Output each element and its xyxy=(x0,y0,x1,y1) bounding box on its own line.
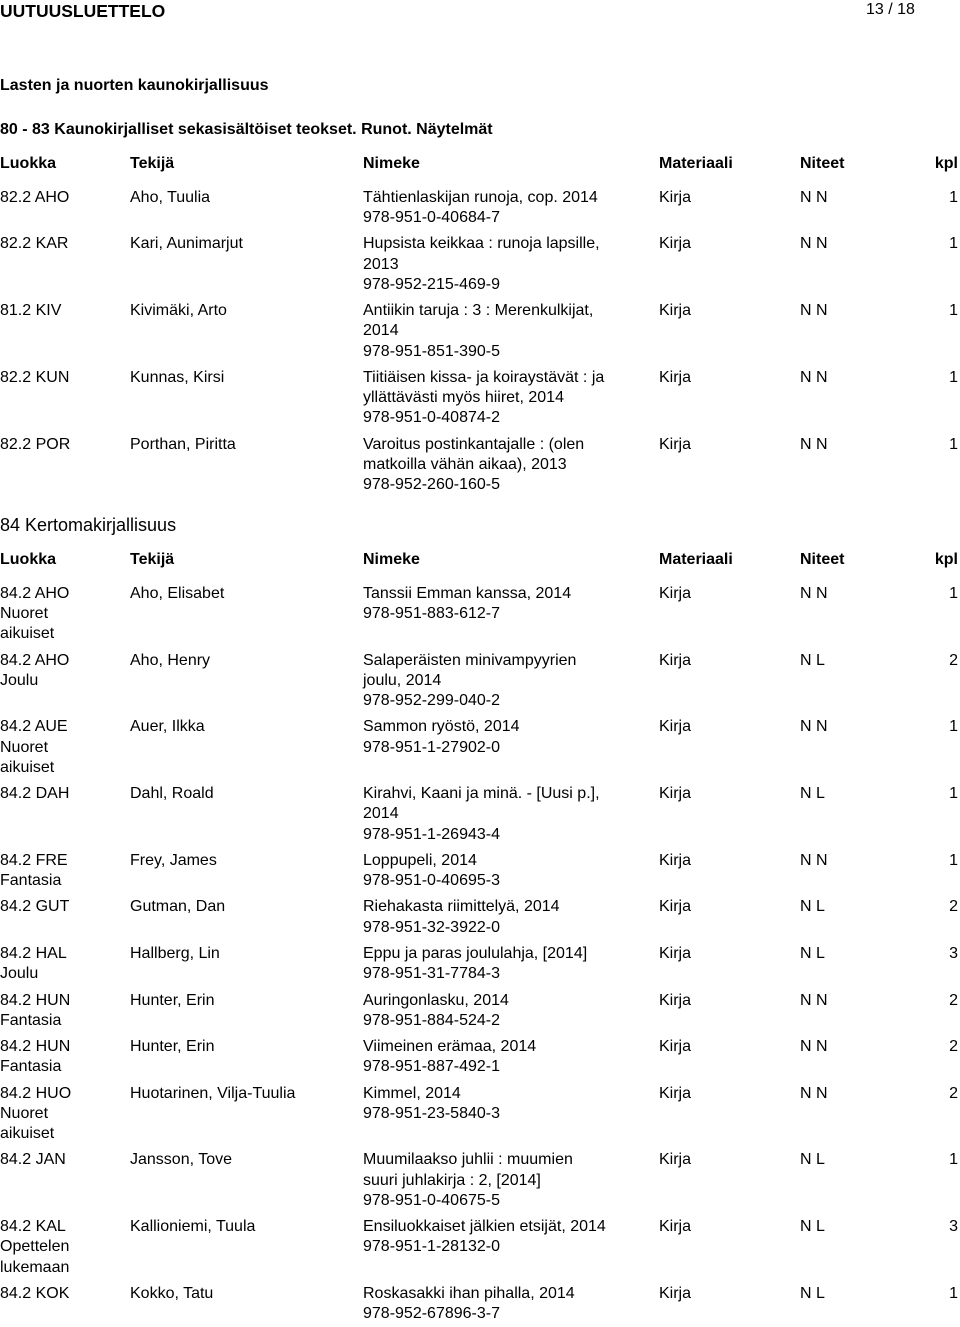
cell-materiaali xyxy=(659,1217,800,1278)
cell-materiaali xyxy=(659,991,800,1031)
kpl-text: 1 xyxy=(949,785,958,803)
cell-nimeke xyxy=(363,301,659,362)
niteet-text: N N xyxy=(800,584,828,602)
section-kertomakirjallisuus xyxy=(0,514,958,1324)
nimeke-line: Roskasakki ihan pihalla, 2014 xyxy=(363,1284,575,1302)
nimeke-line: Salaperäisten minivampyyrien xyxy=(363,651,577,669)
luokka-line: aikuiset xyxy=(0,625,55,643)
cell-niteet xyxy=(800,368,930,429)
niteet-text: N N xyxy=(800,302,828,320)
kpl-text: 1 xyxy=(949,1151,958,1169)
luokka-line: aikuiset xyxy=(0,1125,55,1143)
tekija-text: Aho, Elisabet xyxy=(130,584,225,602)
kpl-text: 2 xyxy=(949,991,958,1009)
cell-niteet xyxy=(800,1217,930,1278)
nimeke-line: Kirahvi, Kaani ja minä. - [Uusi p.], xyxy=(363,785,600,803)
tekija-text: Aho, Tuulia xyxy=(130,188,211,206)
materiaali-text: Kirja xyxy=(659,1284,692,1302)
luokka-line: 84.2 AUE xyxy=(0,718,68,736)
cell-materiaali xyxy=(659,301,800,362)
table-row xyxy=(0,301,958,362)
cell-luokka xyxy=(0,1284,130,1324)
cell-nimeke xyxy=(363,944,659,984)
cell-nimeke xyxy=(363,368,659,429)
luokka-line: Joulu xyxy=(0,671,39,689)
kpl-text: 2 xyxy=(949,898,958,916)
cell-kpl xyxy=(930,944,958,984)
category-heading: Lasten ja nuorten kaunokirjallisuus xyxy=(0,77,269,94)
luokka-line: lukemaan xyxy=(0,1258,70,1276)
table-body xyxy=(0,188,958,495)
cell-materiaali xyxy=(659,944,800,984)
cell-kpl xyxy=(930,897,958,937)
cell-luokka xyxy=(0,991,130,1031)
tekija-text: Dahl, Roald xyxy=(130,785,214,803)
nimeke-line: Eppu ja paras joululahja, [2014] xyxy=(363,945,588,963)
niteet-text: N L xyxy=(800,1218,825,1236)
cell-niteet xyxy=(800,188,930,228)
kpl-text: 3 xyxy=(949,1218,958,1236)
nimeke-line: Riehakasta riimittelyä, 2014 xyxy=(363,898,560,916)
cell-materiaali xyxy=(659,435,800,496)
niteet-text: N N xyxy=(800,991,828,1009)
materiaali-text: Kirja xyxy=(659,302,692,320)
column-header-tekija: Tekijä xyxy=(130,154,175,172)
column-header-tekija: Tekijä xyxy=(130,550,175,568)
tekija-text: Porthan, Piritta xyxy=(130,435,236,453)
cell-kpl xyxy=(930,717,958,778)
cell-kpl xyxy=(930,1084,958,1145)
materiaali-text: Kirja xyxy=(659,584,692,602)
materiaali-text: Kirja xyxy=(659,1151,692,1169)
materiaali-text: Kirja xyxy=(659,718,692,736)
cell-tekija xyxy=(130,1084,363,1145)
isbn-text: 978-951-1-26943-4 xyxy=(363,825,500,843)
cell-nimeke xyxy=(363,1150,659,1211)
table-row xyxy=(0,717,958,778)
niteet-text: N N xyxy=(800,188,828,206)
cell-luokka xyxy=(0,188,130,228)
table-row xyxy=(0,1037,958,1077)
table-row xyxy=(0,188,958,228)
niteet-text: N L xyxy=(800,785,825,803)
materiaali-text: Kirja xyxy=(659,898,692,916)
cell-nimeke xyxy=(363,784,659,845)
luokka-line: Opettelen xyxy=(0,1238,70,1256)
luokka-line: 84.2 JAN xyxy=(0,1151,66,1169)
cell-luokka xyxy=(0,851,130,891)
isbn-text: 978-951-0-40684-7 xyxy=(363,209,500,227)
section-runot-naytelmat xyxy=(0,120,958,495)
isbn-text: 978-951-23-5840-3 xyxy=(363,1104,500,1122)
cell-luokka xyxy=(0,435,130,496)
table-row xyxy=(0,234,958,295)
column-header-luokka: Luokka xyxy=(0,154,57,172)
table-row xyxy=(0,897,958,937)
niteet-text: N L xyxy=(800,1151,825,1169)
table-row xyxy=(0,584,958,645)
section-heading: 84 Kertomakirjallisuus xyxy=(0,515,177,535)
luokka-line: 84.2 GUT xyxy=(0,898,70,916)
cell-kpl xyxy=(930,188,958,228)
cell-niteet xyxy=(800,234,930,295)
isbn-text: 978-951-851-390-5 xyxy=(363,342,500,360)
luokka-line: Fantasia xyxy=(0,1011,62,1029)
tekija-text: Kunnas, Kirsi xyxy=(130,368,225,386)
isbn-text: 978-951-32-3922-0 xyxy=(363,918,500,936)
kpl-text: 1 xyxy=(949,584,958,602)
cell-nimeke xyxy=(363,1217,659,1278)
cell-niteet xyxy=(800,651,930,712)
cell-tekija xyxy=(130,584,363,645)
nimeke-line: Muumilaakso juhlii : muumien xyxy=(363,1151,573,1169)
kpl-text: 1 xyxy=(949,851,958,869)
cell-tekija xyxy=(130,651,363,712)
niteet-text: N N xyxy=(800,368,828,386)
cell-materiaali xyxy=(659,651,800,712)
niteet-text: N L xyxy=(800,651,825,669)
cell-luokka xyxy=(0,651,130,712)
nimeke-line: Auringonlasku, 2014 xyxy=(363,991,509,1009)
kpl-text: 1 xyxy=(949,368,958,386)
cell-kpl xyxy=(930,1037,958,1077)
tekija-text: Jansson, Tove xyxy=(130,1151,232,1169)
cell-luokka xyxy=(0,584,130,645)
cell-niteet xyxy=(800,897,930,937)
materiaali-text: Kirja xyxy=(659,945,692,963)
cell-niteet xyxy=(800,435,930,496)
document-title: UUTUUSLUETTELO xyxy=(0,1,166,21)
column-header-nimeke: Nimeke xyxy=(363,550,420,568)
luokka-line: 84.2 HAL xyxy=(0,945,67,963)
cell-niteet xyxy=(800,584,930,645)
isbn-text: 978-951-887-492-1 xyxy=(363,1058,500,1076)
cell-niteet xyxy=(800,301,930,362)
cell-niteet xyxy=(800,1284,930,1324)
luokka-line: Fantasia xyxy=(0,872,62,890)
cell-kpl xyxy=(930,301,958,362)
niteet-text: N L xyxy=(800,1284,825,1302)
nimeke-line: Varoitus postinkantajalle : (olen xyxy=(363,435,585,453)
isbn-text: 978-951-883-612-7 xyxy=(363,605,500,623)
tekija-text: Frey, James xyxy=(130,851,217,869)
table-header xyxy=(0,550,958,570)
cell-tekija xyxy=(130,991,363,1031)
cell-nimeke xyxy=(363,1284,659,1324)
isbn-text: 978-951-1-27902-0 xyxy=(363,738,500,756)
cell-tekija xyxy=(130,1284,363,1324)
niteet-text: N L xyxy=(800,945,825,963)
tekija-text: Aho, Henry xyxy=(130,651,211,669)
cell-niteet xyxy=(800,851,930,891)
table-row xyxy=(0,435,958,496)
table-row xyxy=(0,784,958,845)
luokka-line: 84.2 HUN xyxy=(0,991,71,1009)
cell-tekija xyxy=(130,435,363,496)
nimeke-line: 2014 xyxy=(363,322,399,340)
luokka-line: Joulu xyxy=(0,965,39,983)
luokka-line: 84.2 KOK xyxy=(0,1284,70,1302)
cell-materiaali xyxy=(659,1150,800,1211)
kpl-text: 2 xyxy=(949,1084,958,1102)
cell-luokka xyxy=(0,717,130,778)
catalog-table xyxy=(0,154,958,495)
cell-niteet xyxy=(800,1084,930,1145)
cell-kpl xyxy=(930,991,958,1031)
table-header xyxy=(0,154,958,174)
table-row xyxy=(0,368,958,429)
niteet-text: N N xyxy=(800,851,828,869)
cell-kpl xyxy=(930,851,958,891)
luokka-line: 84.2 AHO xyxy=(0,651,70,669)
cell-tekija xyxy=(130,1150,363,1211)
column-header-nimeke: Nimeke xyxy=(363,154,420,172)
kpl-text: 3 xyxy=(949,945,958,963)
table-body xyxy=(0,584,958,1324)
column-header-kpl: kpl xyxy=(934,550,958,568)
cell-niteet xyxy=(800,1150,930,1211)
nimeke-line: Ensiluokkaiset jälkien etsijät, 2014 xyxy=(363,1218,606,1236)
cell-tekija xyxy=(130,897,363,937)
nimeke-line: suuri juhlakirja : 2, [2014] xyxy=(363,1171,541,1189)
kpl-text: 2 xyxy=(949,651,958,669)
cell-niteet xyxy=(800,991,930,1031)
cell-niteet xyxy=(800,784,930,845)
cell-luokka xyxy=(0,368,130,429)
cell-luokka xyxy=(0,1150,130,1211)
cell-kpl xyxy=(930,651,958,712)
materiaali-text: Kirja xyxy=(659,1038,692,1056)
cell-nimeke xyxy=(363,651,659,712)
kpl-text: 1 xyxy=(949,188,958,206)
isbn-text: 978-952-67896-3-7 xyxy=(363,1305,500,1323)
tekija-text: Kallioniemi, Tuula xyxy=(130,1218,256,1236)
table-row xyxy=(0,1084,958,1145)
column-header-niteet: Niteet xyxy=(800,154,845,172)
niteet-text: N L xyxy=(800,898,825,916)
section-heading: 80 - 83 Kaunokirjalliset sekasisältöiset teokset. Runot. Näytelmät xyxy=(0,121,493,138)
nimeke-line: Tanssii Emman kanssa, 2014 xyxy=(363,584,572,602)
materiaali-text: Kirja xyxy=(659,785,692,803)
luokka-line: 84.2 HUO xyxy=(0,1084,72,1102)
luokka-line: 84.2 FRE xyxy=(0,851,68,869)
table-row xyxy=(0,1284,958,1324)
niteet-text: N N xyxy=(800,435,828,453)
cell-kpl xyxy=(930,1150,958,1211)
cell-materiaali xyxy=(659,1037,800,1077)
cell-kpl xyxy=(930,584,958,645)
luokka-line: aikuiset xyxy=(0,758,55,776)
materiaali-text: Kirja xyxy=(659,368,692,386)
table-row xyxy=(0,944,958,984)
cell-nimeke xyxy=(363,435,659,496)
cell-nimeke xyxy=(363,897,659,937)
luokka-line: 84.2 KAL xyxy=(0,1218,66,1236)
cell-luokka xyxy=(0,1217,130,1278)
cell-nimeke xyxy=(363,234,659,295)
cell-tekija xyxy=(130,851,363,891)
cell-niteet xyxy=(800,1037,930,1077)
tekija-text: Kokko, Tatu xyxy=(130,1284,214,1302)
materiaali-text: Kirja xyxy=(659,651,692,669)
column-header-kpl: kpl xyxy=(934,154,958,172)
niteet-text: N N xyxy=(800,718,828,736)
cell-kpl xyxy=(930,368,958,429)
cell-materiaali xyxy=(659,188,800,228)
cell-tekija xyxy=(130,944,363,984)
isbn-text: 978-952-215-469-9 xyxy=(363,275,500,293)
nimeke-line: 2013 xyxy=(363,255,399,273)
cell-nimeke xyxy=(363,188,659,228)
luokka-line: 82.2 KAR xyxy=(0,235,69,253)
nimeke-line: matkoilla vähän aikaa), 2013 xyxy=(363,455,567,473)
cell-nimeke xyxy=(363,851,659,891)
cell-luokka xyxy=(0,234,130,295)
cell-luokka xyxy=(0,944,130,984)
cell-materiaali xyxy=(659,1084,800,1145)
cell-luokka xyxy=(0,301,130,362)
materiaali-text: Kirja xyxy=(659,235,692,253)
tekija-text: Hunter, Erin xyxy=(130,1038,215,1056)
materiaali-text: Kirja xyxy=(659,188,692,206)
column-header-niteet: Niteet xyxy=(800,550,845,568)
isbn-text: 978-951-0-40874-2 xyxy=(363,409,500,427)
nimeke-line: yllättävästi myös hiiret, 2014 xyxy=(363,389,564,407)
luokka-line: Nuoret xyxy=(0,1104,49,1122)
luokka-line: 84.2 HUN xyxy=(0,1038,71,1056)
column-header-materiaali: Materiaali xyxy=(659,154,733,172)
tekija-text: Hallberg, Lin xyxy=(130,945,220,963)
luokka-line: Fantasia xyxy=(0,1058,62,1076)
niteet-text: N N xyxy=(800,1084,828,1102)
table-row xyxy=(0,1150,958,1211)
cell-materiaali xyxy=(659,717,800,778)
nimeke-line: Hupsista keikkaa : runoja lapsille, xyxy=(363,235,600,253)
luokka-line: 82.2 KUN xyxy=(0,368,70,386)
luokka-line: 84.2 AHO xyxy=(0,584,70,602)
tekija-text: Hunter, Erin xyxy=(130,991,215,1009)
cell-tekija xyxy=(130,1037,363,1077)
cell-materiaali xyxy=(659,1284,800,1324)
kpl-text: 2 xyxy=(949,1038,958,1056)
luokka-line: 82.2 POR xyxy=(0,435,71,453)
cell-kpl xyxy=(930,784,958,845)
cell-nimeke xyxy=(363,717,659,778)
isbn-text: 978-951-31-7784-3 xyxy=(363,965,500,983)
nimeke-line: Tähtienlaskijan runoja, cop. 2014 xyxy=(363,188,598,206)
cell-luokka xyxy=(0,784,130,845)
kpl-text: 1 xyxy=(949,1284,958,1302)
tekija-text: Huotarinen, Vilja-Tuulia xyxy=(130,1084,296,1102)
table-row xyxy=(0,1217,958,1278)
column-header-materiaali: Materiaali xyxy=(659,550,733,568)
luokka-line: 81.2 KIV xyxy=(0,302,62,320)
cell-kpl xyxy=(930,1284,958,1324)
isbn-text: 978-952-299-040-2 xyxy=(363,692,500,710)
kpl-text: 1 xyxy=(949,718,958,736)
nimeke-line: Sammon ryöstö, 2014 xyxy=(363,718,520,736)
nimeke-line: Kimmel, 2014 xyxy=(363,1084,461,1102)
nimeke-line: joulu, 2014 xyxy=(363,671,442,689)
cell-niteet xyxy=(800,717,930,778)
cell-tekija xyxy=(130,301,363,362)
materiaali-text: Kirja xyxy=(659,435,692,453)
tekija-text: Auer, Ilkka xyxy=(130,718,205,736)
cell-materiaali xyxy=(659,851,800,891)
nimeke-line: Loppupeli, 2014 xyxy=(363,851,477,869)
cell-kpl xyxy=(930,1217,958,1278)
kpl-text: 1 xyxy=(949,235,958,253)
cell-tekija xyxy=(130,717,363,778)
materiaali-text: Kirja xyxy=(659,1218,692,1236)
cell-kpl xyxy=(930,435,958,496)
cell-luokka xyxy=(0,1037,130,1077)
cell-tekija xyxy=(130,784,363,845)
cell-nimeke xyxy=(363,991,659,1031)
isbn-text: 978-952-260-160-5 xyxy=(363,476,500,494)
materiaali-text: Kirja xyxy=(659,991,692,1009)
table-row xyxy=(0,851,958,891)
isbn-text: 978-951-0-40695-3 xyxy=(363,872,500,890)
table-row xyxy=(0,651,958,712)
cell-materiaali xyxy=(659,234,800,295)
tekija-text: Kari, Aunimarjut xyxy=(130,235,243,253)
cell-materiaali xyxy=(659,897,800,937)
luokka-line: 84.2 DAH xyxy=(0,785,70,803)
column-header-luokka: Luokka xyxy=(0,550,57,568)
nimeke-line: Tiitiäisen kissa- ja koiraystävät : ja xyxy=(363,368,605,386)
materiaali-text: Kirja xyxy=(659,851,692,869)
niteet-text: N N xyxy=(800,235,828,253)
luokka-line: 82.2 AHO xyxy=(0,188,70,206)
cell-tekija xyxy=(130,234,363,295)
cell-tekija xyxy=(130,1217,363,1278)
cell-kpl xyxy=(930,234,958,295)
cell-nimeke xyxy=(363,584,659,645)
nimeke-line: Antiikin taruja : 3 : Merenkulkijat, xyxy=(363,302,594,320)
luokka-line: Nuoret xyxy=(0,738,49,756)
cell-luokka xyxy=(0,1084,130,1145)
cell-materiaali xyxy=(659,584,800,645)
luokka-line: Nuoret xyxy=(0,605,49,623)
kpl-text: 1 xyxy=(949,302,958,320)
cell-materiaali xyxy=(659,368,800,429)
tekija-text: Kivimäki, Arto xyxy=(130,302,227,320)
isbn-text: 978-951-884-524-2 xyxy=(363,1011,500,1029)
cell-tekija xyxy=(130,188,363,228)
isbn-text: 978-951-0-40675-5 xyxy=(363,1191,500,1209)
cell-nimeke xyxy=(363,1084,659,1145)
nimeke-line: 2014 xyxy=(363,805,399,823)
cell-luokka xyxy=(0,897,130,937)
nimeke-line: Viimeinen erämaa, 2014 xyxy=(363,1038,537,1056)
tekija-text: Gutman, Dan xyxy=(130,898,226,916)
page-number: 13 / 18 xyxy=(866,1,915,18)
niteet-text: N N xyxy=(800,1038,828,1056)
cell-niteet xyxy=(800,944,930,984)
table-row xyxy=(0,991,958,1031)
kpl-text: 1 xyxy=(949,435,958,453)
cell-materiaali xyxy=(659,784,800,845)
materiaali-text: Kirja xyxy=(659,1084,692,1102)
cell-tekija xyxy=(130,368,363,429)
catalog-table xyxy=(0,550,958,1324)
isbn-text: 978-951-1-28132-0 xyxy=(363,1238,500,1256)
cell-nimeke xyxy=(363,1037,659,1077)
